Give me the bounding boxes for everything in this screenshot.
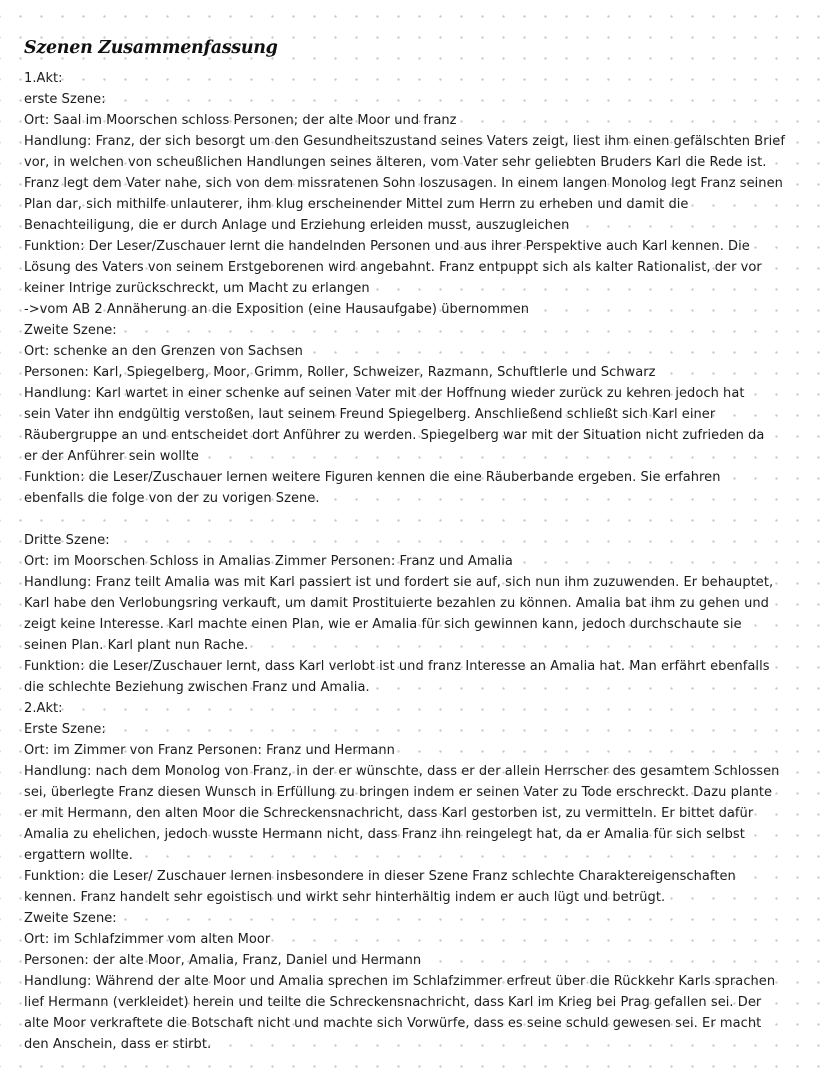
text-line: Handlung: Während der alte Moor und Amalia sprechen im Schlafzimmer erfreut über die Rückkehr Karls sprachen bbox=[24, 974, 776, 989]
text-line: er der Anführer sein wollte bbox=[24, 449, 199, 464]
text-line: Funktion: die Leser/ Zuschauer lernen insbesondere in dieser Szene Franz schlechte Charaktereigenschaften bbox=[24, 869, 736, 884]
text-line: Plan dar, sich mithilfe unlauterer, ihm klug erscheinender Mittel zum Herrn zu erheben und damit die bbox=[24, 197, 689, 212]
text-line: den Anschein, dass er stirbt. bbox=[24, 1037, 212, 1052]
text-line: Dritte Szene: bbox=[24, 533, 110, 548]
text-line: er mit Hermann, den alten Moor die Schreckensnachricht, dass Karl gestorben ist, zu vermitteln. Er bittet dafür bbox=[24, 806, 754, 821]
text-line: die schlechte Beziehung zwischen Franz und Amalia. bbox=[24, 680, 370, 695]
text-line: Personen: der alte Moor, Amalia, Franz, Daniel und Hermann bbox=[24, 953, 422, 968]
text-line: Funktion: die Leser/Zuschauer lernen weitere Figuren kennen die eine Räuberbande ergeben. Sie erfahren bbox=[24, 470, 721, 485]
text-line bbox=[24, 509, 810, 530]
document-body bbox=[24, 68, 810, 1055]
text-line: Personen: Karl, Spiegelberg, Moor, Grimm, Roller, Schweizer, Razmann, Schuftlerle und Schwarz bbox=[24, 365, 656, 380]
text-line: lief Hermann (verkleidet) herein und teilte die Schreckensnachricht, dass Karl im Krieg bei Prag gefallen sei. Der bbox=[24, 995, 762, 1010]
text-line: keiner Intrige zurückschreckt, um Macht zu erlangen bbox=[24, 281, 370, 296]
text-line: Lösung des Vaters von seinem Erstgeborenen wird angebahnt. Franz entpuppt sich als kalter Rationalist, der vor bbox=[24, 260, 762, 275]
text-line: Zweite Szene: bbox=[24, 323, 117, 338]
text-line: Erste Szene: bbox=[24, 722, 106, 737]
text-line: 2.Akt: bbox=[24, 701, 63, 716]
text-line: ergattern wollte. bbox=[24, 848, 133, 863]
text-line: Amalia zu ehelichen, jedoch wusste Hermann nicht, dass Franz ihn reingelegt hat, da er Amalia für sich selbst bbox=[24, 827, 745, 842]
text-line: Handlung: Franz, der sich besorgt um den Gesundheitszustand seines Vaters zeigt, liest ihm einen gefälschten Brief bbox=[24, 134, 785, 149]
text-line: alte Moor verkraftete die Botschaft nicht und machte sich Vorwürfe, dass es seine schuld gewesen sei. Er macht bbox=[24, 1016, 762, 1031]
text-line: ->vom AB 2 Annäherung an die Exposition (eine Hausaufgabe) übernommen bbox=[24, 302, 530, 317]
text-line: Handlung: Franz teilt Amalia was mit Karl passiert ist und fordert sie auf, sich nun ihm zuzuwenden. Er behauptet, bbox=[24, 575, 774, 590]
text-line: erste Szene: bbox=[24, 92, 106, 107]
text-line: Räubergruppe an und entscheidet dort Anführer zu werden. Spiegelberg war mit der Situation nicht zufrieden da bbox=[24, 428, 765, 443]
text-line: Funktion: Der Leser/Zuschauer lernt die handelnden Personen und aus ihrer Perspektive auch Karl kennen. Die bbox=[24, 239, 750, 254]
text-line: Funktion: die Leser/Zuschauer lernt, dass Karl verlobt ist und franz Interesse an Amalia hat. Man erfährt ebenfalls bbox=[24, 659, 770, 674]
text-line: sein Vater ihn endgültig verstoßen, laut seinem Freund Spiegelberg. Anschließend schließt sich Karl einer bbox=[24, 407, 716, 422]
text-line: Ort: Saal im Moorschen schloss Personen; der alte Moor und franz bbox=[24, 113, 457, 128]
text-line: Franz legt dem Vater nahe, sich von dem missratenen Sohn loszusagen. In einem langen Monolog legt Franz seinen bbox=[24, 176, 783, 191]
text-line: Ort: im Moorschen Schloss in Amalias Zimmer Personen: Franz und Amalia bbox=[24, 554, 513, 569]
text-line: Ort: im Zimmer von Franz Personen: Franz und Hermann bbox=[24, 743, 395, 758]
text-line: sei, überlegte Franz diesen Wunsch in Erfüllung zu bringen indem er seinen Vater zu Tode erschreckt. Dazu plante bbox=[24, 785, 773, 800]
text-line: Zweite Szene: bbox=[24, 911, 117, 926]
text-line: Karl habe den Verlobungsring verkauft, um damit Prostituierte bezahlen zu können. Amalia bat ihm zu gehen und bbox=[24, 596, 769, 611]
text-line: kennen. Franz handelt sehr egoistisch und wirkt sehr hinterhältig indem er auch lügt und betrügt. bbox=[24, 890, 666, 905]
text-line: vor, in welchen von scheußlichen Handlungen seines älteren, vom Vater sehr geliebten Bruders Karl die Rede ist. bbox=[24, 155, 767, 170]
page-title: Szenen Zusammenfassung bbox=[24, 38, 278, 58]
text-line: Benachteiligung, die er durch Anlage und Erziehung erleiden musst, auszugleichen bbox=[24, 218, 570, 233]
text-line: Handlung: nach dem Monolog von Franz, in der er wünschte, dass er der allein Herrscher des gesamtem Schlossen bbox=[24, 764, 780, 779]
text-line: Ort: schenke an den Grenzen von Sachsen bbox=[24, 344, 303, 359]
text-line: zeigt keine Interesse. Karl machte einen Plan, wie er Amalia für sich gewinnen kann, jedoch durchschaute sie bbox=[24, 617, 742, 632]
text-line: Handlung: Karl wartet in einer schenke auf seinen Vater mit der Hoffnung wieder zurück zu kehren jedoch hat bbox=[24, 386, 745, 401]
text-line: ebenfalls die folge von der zu vorigen Szene. bbox=[24, 491, 320, 506]
text-line: 1.Akt: bbox=[24, 71, 63, 86]
text-line: Ort: im Schlafzimmer vom alten Moor bbox=[24, 932, 271, 947]
text-line: seinen Plan. Karl plant nun Rache. bbox=[24, 638, 249, 653]
